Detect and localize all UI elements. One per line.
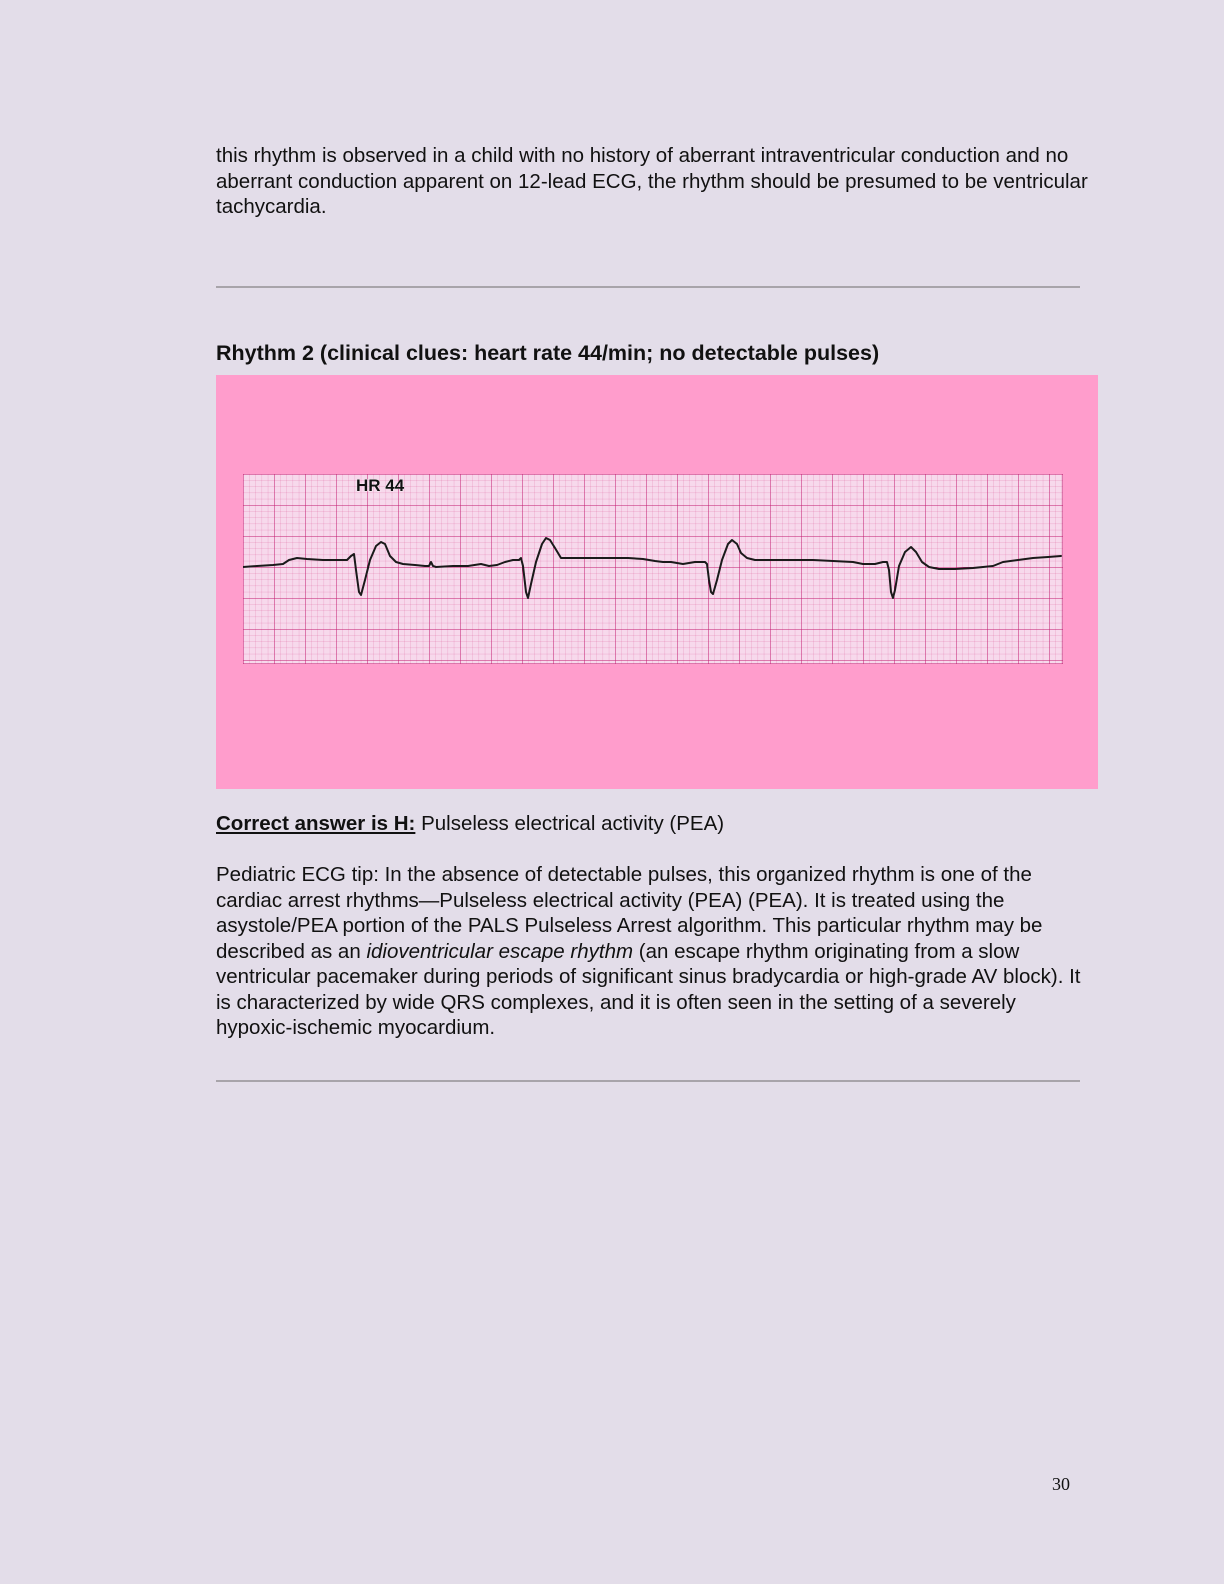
page-number: 30 xyxy=(1052,1474,1070,1494)
tip-text-part1: Pediatric ECG tip: In the absence of detectable pulses, this organized rhythm is one of the cardiac arrest rhythms—Pulseless electrical activity (PEA) (PEA). It is treated using the asystole/PEA portion of the PALS Pulseless Arrest algorithm. This particular rhythm may be described as an xyxy=(216,863,1043,963)
rhythm-heading: Rhythm 2 (clinical clues: heart rate 44/min; no detectable pulses) xyxy=(216,341,880,365)
answer-label: Correct answer is H: xyxy=(216,812,416,835)
tip-text-part2: (an escape rhythm originating from a slow ventricular pacemaker during periods of significant sinus bradycardia or high-grade AV block). It is characterized by wide QRS complexes, and it is often seen in the setting of a severely hypoxic-ischemic myocardium. xyxy=(216,939,1081,1039)
ecg-tip-paragraph xyxy=(216,862,1096,1041)
tip-emphasis: idioventricular escape rhythm xyxy=(366,939,634,963)
answer-line xyxy=(216,811,1096,836)
section-divider xyxy=(216,1080,1080,1082)
ecg-strip xyxy=(243,474,1063,664)
ecg-figure-panel xyxy=(216,375,1098,789)
section-divider xyxy=(216,286,1080,288)
ecg-hr-label: HR 44 xyxy=(356,476,405,495)
intro-paragraph: this rhythm is observed in a child with no history of aberrant intraventricular conduction and no aberrant conduction apparent on 12-lead ECG, the rhythm should be presumed to be ventricular tachycardia. xyxy=(216,144,1088,218)
answer-text: Pulseless electrical activity (PEA) xyxy=(415,812,725,835)
